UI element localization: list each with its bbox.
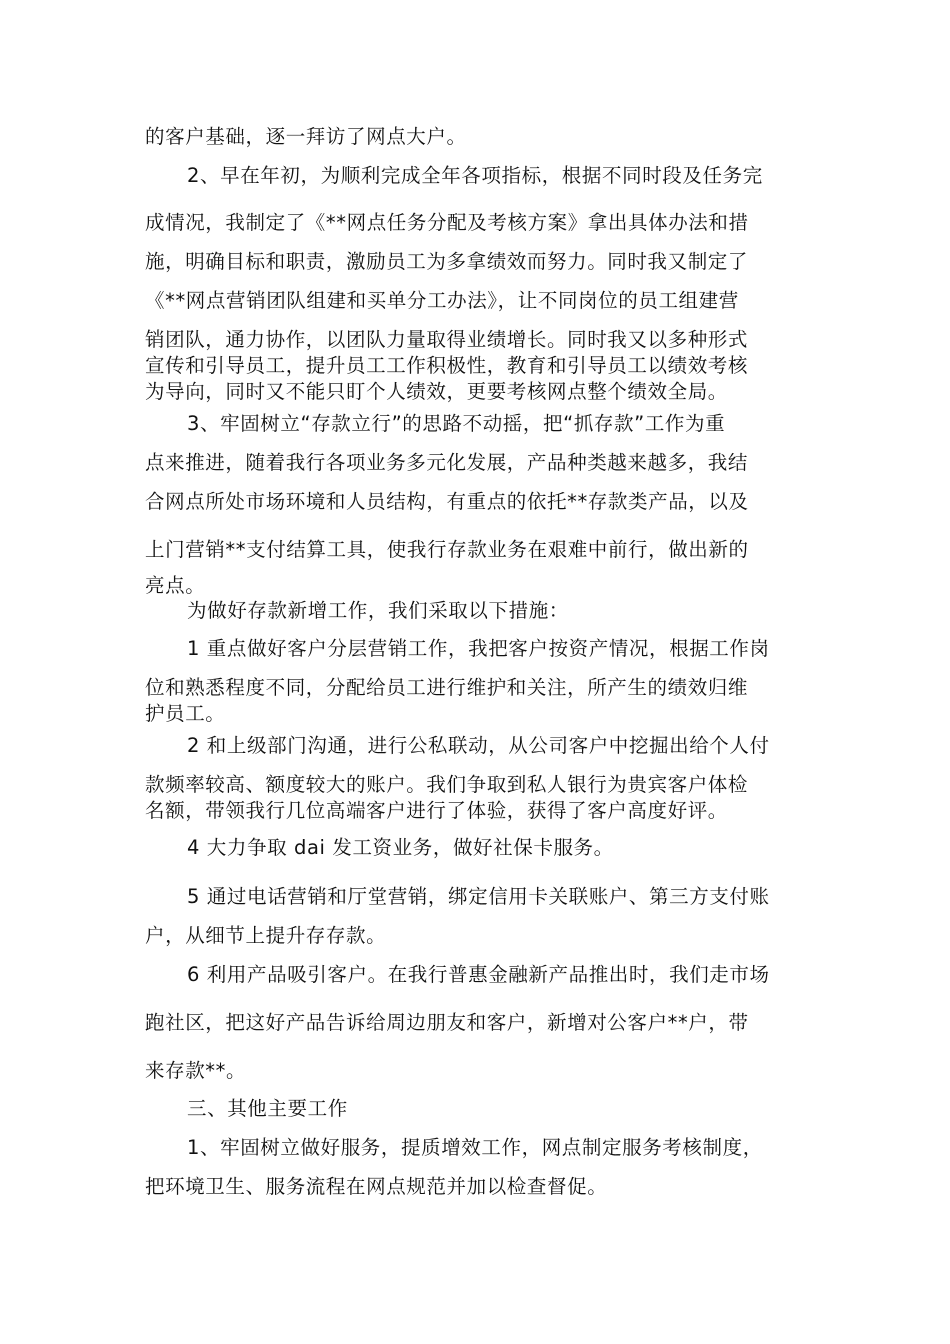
text-line: 1 重点做好客户分层营销工作，我把客户按资产情况，根据工作岗 [187,637,770,660]
text-line: 5 通过电话营销和厅堂营销，绑定信用卡关联账户、第三方支付账 [187,885,770,908]
text-line: 为做好存款新增工作，我们采取以下措施： [187,599,569,622]
text-line: 护员工。 [145,702,226,725]
text-line: 2 和上级部门沟通，进行公私联动，从公司客户中挖掘出给个人付 [187,734,770,757]
text-line: 跑社区，把这好产品告诉给周边朋友和客户，新增对公客户**户，带 [145,1011,749,1034]
text-line: 1、牢固树立做好服务，提质增效工作，网点制定服务考核制度， [187,1136,763,1159]
text-line: 款频率较高、额度较大的账户。我们争取到私人银行为贵宾客户体检 [145,773,749,796]
text-line: 亮点。 [145,574,206,597]
text-line: 销团队，通力协作，以团队力量取得业绩增长。同时我又以多种形式 [145,328,749,351]
text-line: 《**网点营销团队组建和买单分工办法》，让不同岗位的员工组建营 [145,289,739,312]
text-line: 位和熟悉程度不同，分配给员工进行维护和关注，所产生的绩效归维 [145,676,749,699]
text-line: 来存款**。 [145,1059,247,1082]
text-line: 6 利用产品吸引客户。在我行普惠金融新产品推出时，我们走市场 [187,963,770,986]
text-line: 为导向，同时又不能只盯个人绩效，更要考核网点整个绩效全局。 [145,380,728,403]
text-line: 施，明确目标和职责，激励员工为多拿绩效而努力。同时我又制定了 [145,250,749,273]
text-line: 的客户基础，逐一拜访了网点大户。 [145,125,467,148]
text-line: 成情况，我制定了《**网点任务分配及考核方案》拿出具体办法和措 [145,211,749,234]
text-line: 把环境卫生、服务流程在网点规范并加以检查督促。 [145,1175,608,1198]
text-line: 户，从细节上提升存存款。 [145,924,387,947]
text-line: 4 大力争取 dai 发工资业务，做好社保卡服务。 [187,836,614,859]
text-line: 合网点所处市场环境和人员结构，有重点的依托**存款类产品，以及 [145,490,749,513]
text-line: 三、其他主要工作 [187,1097,348,1120]
text-line: 宣传和引导员工，提升员工工作积极性，教育和引导员工以绩效考核 [145,354,749,377]
text-line: 名额，带领我行几位高端客户进行了体验，获得了客户高度好评。 [145,799,728,822]
text-line: 3、牢固树立“存款立行”的思路不动摇，把“抓存款”工作为重 [187,412,726,435]
text-line: 上门营销**支付结算工具，使我行存款业务在艰难中前行，做出新的 [145,538,749,561]
text-line: 2、早在年初，为顺利完成全年各项指标，根据不同时段及任务完 [187,164,763,187]
text-line: 点来推进，随着我行各项业务多元化发展，产品种类越来越多，我结 [145,451,749,474]
